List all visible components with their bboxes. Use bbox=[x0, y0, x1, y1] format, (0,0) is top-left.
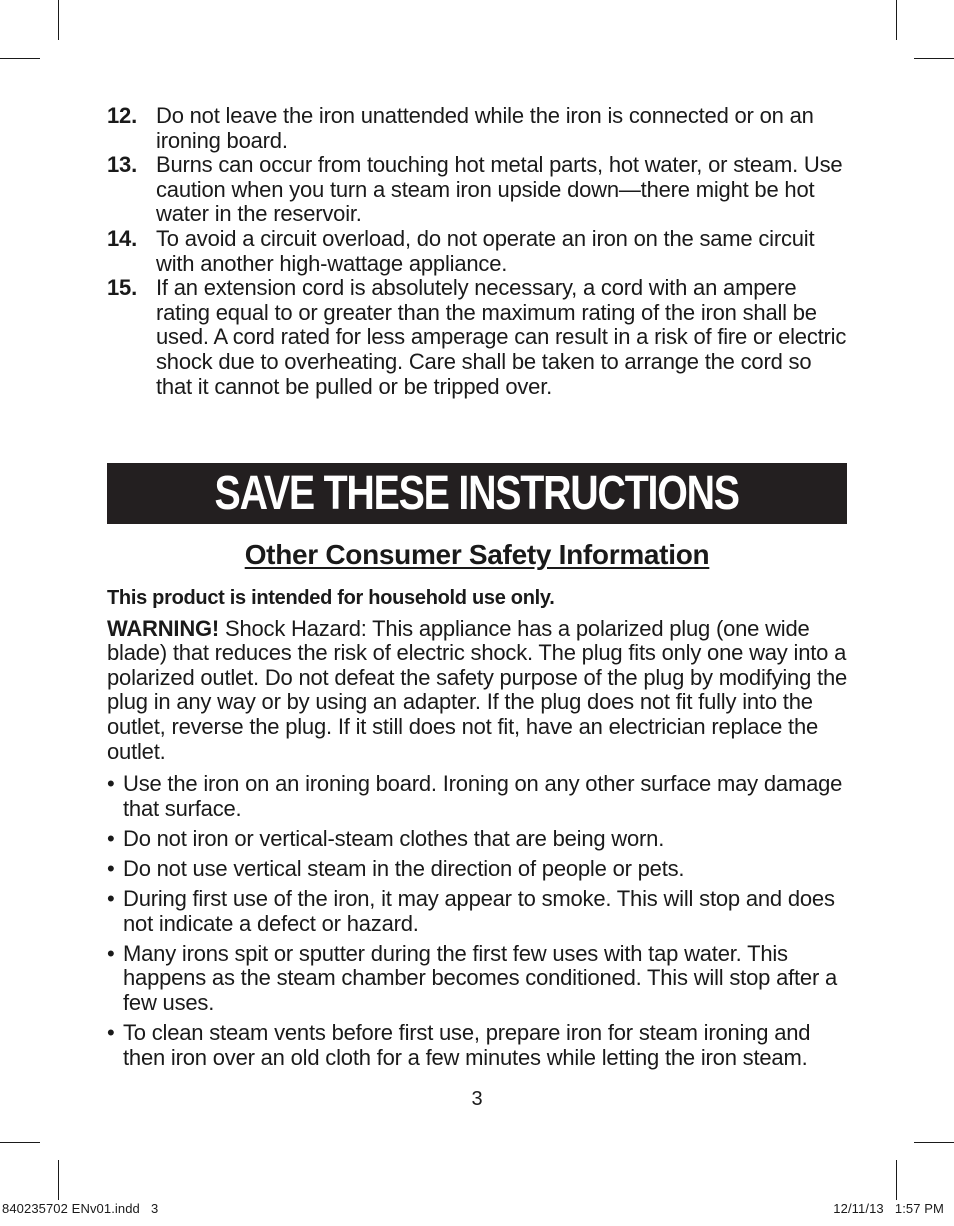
bullet-item bbox=[107, 772, 852, 821]
bullet-text: Do not iron or vertical-steam clothes that are being worn. bbox=[123, 825, 665, 851]
bullet-item bbox=[107, 1021, 852, 1070]
warning-text: Shock Hazard: This appliance has a polarized plug (one wide blade) that reduces the risk of electric shock. The plug fits only one way into a polarized outlet. Do not defeat the safety purpose of the plug by modifying the plug in any way or by using an adapter. If the plug does not fit fully into the outlet, reverse the plug. If it still does not fit, have an electrician replace the outlet. bbox=[107, 615, 848, 764]
list-item bbox=[107, 276, 852, 399]
bullet-icon: • bbox=[107, 940, 115, 966]
bullet-list bbox=[107, 772, 852, 1070]
bullet-icon: • bbox=[107, 855, 115, 881]
list-item bbox=[107, 104, 852, 153]
bullet-item bbox=[107, 857, 852, 882]
item-text: To avoid a circuit overload, do not operate an iron on the same circuit with another high-wattage appliance. bbox=[156, 225, 815, 276]
crop-mark-top-right-horizontal bbox=[914, 58, 954, 59]
bullet-text: Do not use vertical steam in the direction of people or pets. bbox=[123, 855, 685, 881]
item-text: Do not leave the iron unattended while the iron is connected or on an ironing board. bbox=[156, 103, 814, 153]
save-instructions-banner bbox=[107, 463, 847, 524]
page-number: 3 bbox=[471, 1088, 483, 1110]
item-text: If an extension cord is absolutely necessary, a cord with an ampere rating equal to or greater than the maximum rating of the iron shall be used. A cord rated for less amperage can result in a risk of fire or electric shock due to overheating. Care shall be taken to arrange the cord so that it cannot be pulled or be tripped over. bbox=[156, 275, 847, 399]
warning-paragraph bbox=[107, 617, 852, 765]
crop-mark-bottom-right-horizontal bbox=[914, 1142, 954, 1143]
crop-mark-bottom-right-vertical bbox=[896, 1160, 897, 1200]
section-heading: Other Consumer Safety Information bbox=[244, 539, 710, 570]
bullet-icon: • bbox=[107, 825, 115, 851]
footer-timestamp: 12/11/13 1:57 PM bbox=[833, 1201, 944, 1216]
item-number: 13. bbox=[107, 152, 137, 178]
crop-mark-top-right-vertical bbox=[896, 0, 897, 40]
footer-file-name: 840235702 ENv01.indd 3 bbox=[2, 1201, 159, 1216]
bullet-text: During first use of the iron, it may appear to smoke. This will stop and does not indicate a defect or hazard. bbox=[123, 886, 835, 936]
bullet-text: Use the iron on an ironing board. Ironing on any other surface may damage that surface. bbox=[123, 771, 843, 821]
crop-mark-top-left-vertical bbox=[58, 0, 59, 40]
consumer-safety-section bbox=[107, 586, 852, 1076]
item-text: Burns can occur from touching hot metal parts, hot water, or steam. Use caution when you turn a steam iron upside down—there might be hot water in the reservoir. bbox=[156, 152, 843, 227]
bullet-text: Many irons spit or sputter during the first few uses with tap water. This happens as the steam chamber becomes conditioned. This will stop after a few uses. bbox=[123, 940, 838, 1015]
household-use-note: This product is intended for household use only. bbox=[107, 587, 555, 609]
item-number: 15. bbox=[107, 275, 137, 301]
bullet-icon: • bbox=[107, 886, 115, 912]
bullet-item bbox=[107, 887, 852, 936]
bullet-icon: • bbox=[107, 771, 115, 797]
banner-title: SAVE THESE INSTRUCTIONS bbox=[214, 467, 740, 520]
crop-mark-bottom-left-horizontal bbox=[0, 1142, 40, 1143]
bullet-text: To clean steam vents before first use, prepare iron for steam ironing and then iron over an old cloth for a few minutes while letting the iron steam. bbox=[123, 1020, 811, 1070]
list-item bbox=[107, 153, 852, 227]
item-number: 12. bbox=[107, 103, 137, 128]
bullet-item bbox=[107, 942, 852, 1016]
bullet-item bbox=[107, 827, 852, 852]
list-item bbox=[107, 227, 852, 276]
crop-mark-top-left-horizontal bbox=[0, 58, 40, 59]
crop-mark-bottom-left-vertical bbox=[58, 1160, 59, 1200]
bullet-icon: • bbox=[107, 1020, 115, 1045]
item-number: 14. bbox=[107, 225, 137, 251]
warning-label: WARNING! bbox=[107, 615, 220, 641]
numbered-safety-list bbox=[107, 104, 852, 399]
